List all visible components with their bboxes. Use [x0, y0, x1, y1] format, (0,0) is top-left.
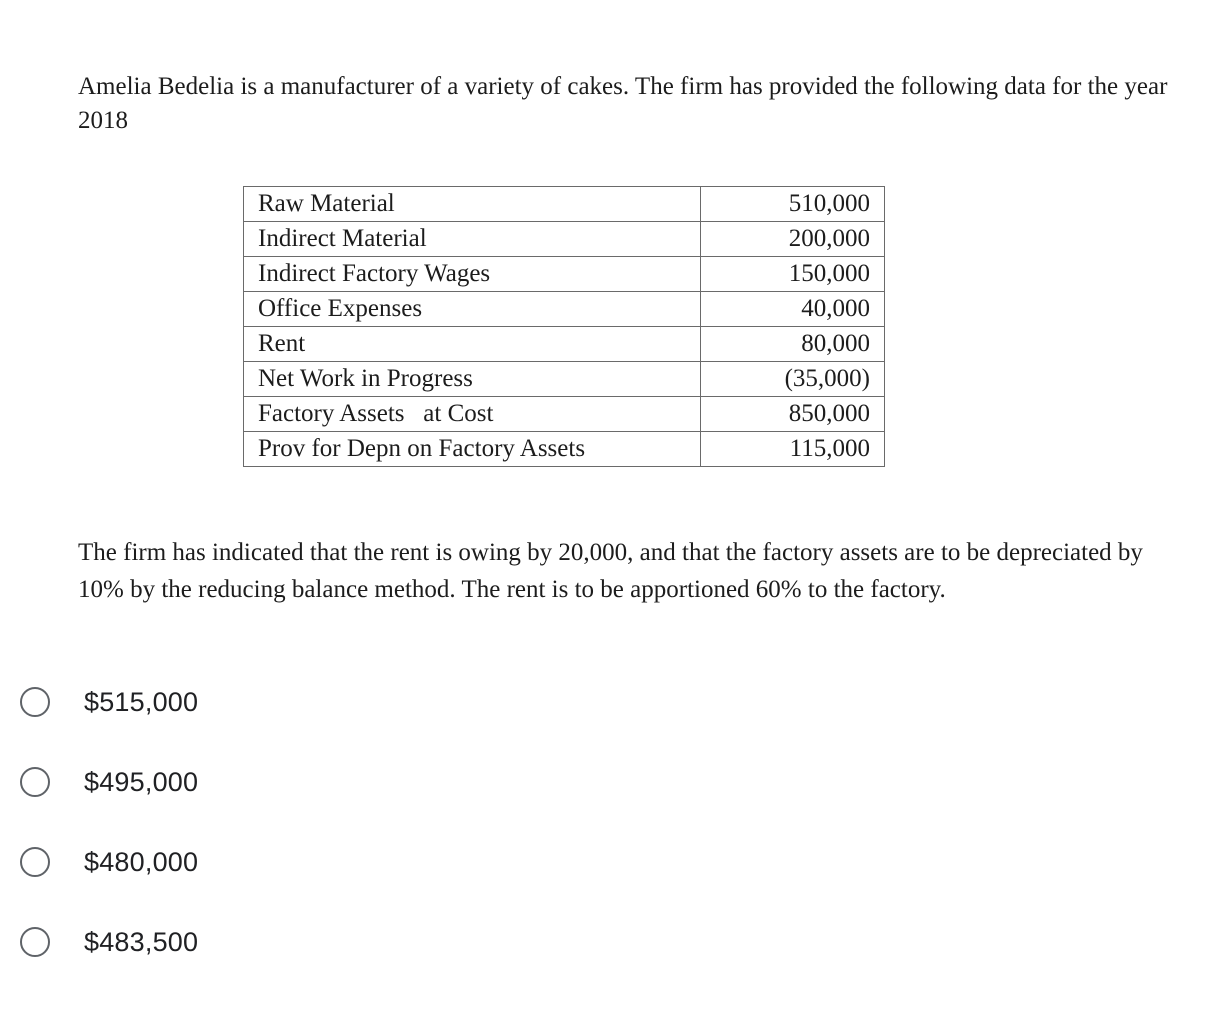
row-value: 40,000	[701, 292, 885, 327]
radio-button[interactable]	[20, 687, 50, 717]
table-row	[244, 292, 885, 327]
radio-button[interactable]	[20, 927, 50, 957]
option-label: $483,500	[84, 926, 199, 957]
row-value: 850,000	[701, 397, 885, 432]
table-row	[244, 222, 885, 257]
option-label: $495,000	[84, 766, 199, 797]
option-label: $515,000	[84, 686, 199, 717]
row-value: 115,000	[701, 432, 885, 467]
row-label: Indirect Factory Wages	[244, 257, 701, 292]
row-value: 510,000	[701, 187, 885, 222]
table-row	[244, 397, 885, 432]
table-row	[244, 362, 885, 397]
row-label: Net Work in Progress	[244, 362, 701, 397]
question-note: The firm has indicated that the rent is owing by 20,000, and that the factory assets are to be depreciated by 10% by the reducing balance method. The rent is to be apportioned 60% to the factory.	[78, 539, 1143, 603]
row-value: 80,000	[701, 327, 885, 362]
row-label: Indirect Material	[244, 222, 701, 257]
row-label: Office Expenses	[244, 292, 701, 327]
row-label: Raw Material	[244, 187, 701, 222]
table-row	[244, 327, 885, 362]
table-row	[244, 257, 885, 292]
radio-button[interactable]	[20, 767, 50, 797]
row-label: Rent	[244, 327, 701, 362]
radio-button[interactable]	[20, 847, 50, 877]
answer-option[interactable]	[20, 680, 720, 724]
row-value: 150,000	[701, 257, 885, 292]
option-label: $480,000	[84, 846, 199, 877]
table-row	[244, 187, 885, 222]
question-intro: Amelia Bedelia is a manufacturer of a variety of cakes. The firm has provided the following data for the year 2018	[78, 73, 1168, 134]
answer-option[interactable]	[20, 840, 720, 884]
row-label: Factory Assets at Cost	[244, 397, 701, 432]
row-value: 200,000	[701, 222, 885, 257]
answer-option[interactable]	[20, 760, 720, 804]
row-label: Prov for Depn on Factory Assets	[244, 432, 701, 467]
answer-options	[20, 680, 720, 1000]
data-table	[243, 186, 885, 467]
row-value: (35,000)	[701, 362, 885, 397]
table-row	[244, 432, 885, 467]
answer-option[interactable]	[20, 920, 720, 964]
